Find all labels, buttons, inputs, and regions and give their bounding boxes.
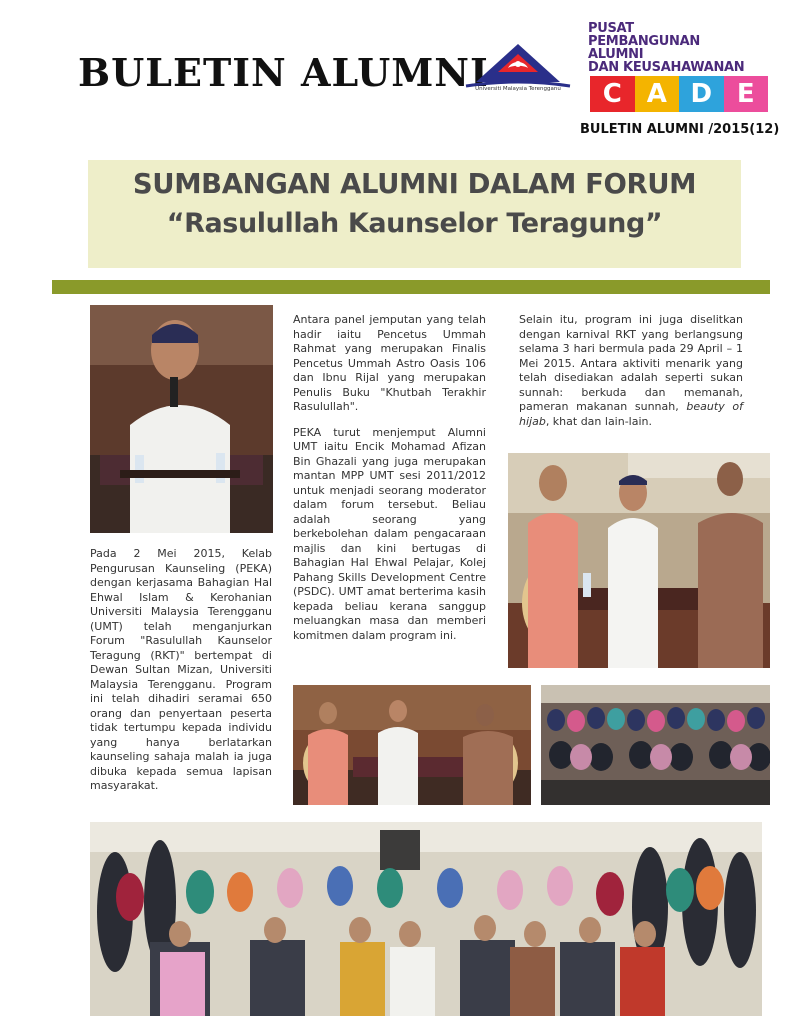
divider-bar: [52, 280, 770, 294]
paragraph-text: Selain itu, program ini juga diselitkan dengan karnival RKT yang berlangsung selama 3 hari bermula pada 29 April – 1 Mei 2015. Antara aktiviti menarik yang telah disediakan adalah seperti sukan sunnah: berkuda dan memanah, pameran makanan sunnah,: [519, 313, 743, 413]
bulletin-title: BULETIN ALUMNI: [78, 50, 489, 95]
article-headline: SUMBANGAN ALUMNI DALAM FORUM: [132, 168, 697, 200]
article-column-3: [519, 313, 743, 440]
article-column-1: [90, 547, 272, 805]
issue-number: BULETIN ALUMNI /2015(12): [580, 122, 780, 137]
centre-name-line: ALUMNI: [588, 47, 644, 62]
emphasis-text: beauty of hijab: [519, 400, 743, 428]
centre-name-line: PUSAT: [588, 21, 634, 36]
paragraph-text: , khat dan lain-lain.: [545, 414, 653, 428]
speaker-photo: [90, 305, 273, 533]
forum-stage-photo: [293, 685, 531, 805]
article-subheadline: “Rasulullah Kaunselor Teragung”: [166, 208, 663, 239]
centre-name-line: DAN KEUSAHAWANAN: [588, 60, 745, 75]
group-photo: [90, 822, 762, 1016]
paragraph: Pada 2 Mei 2015, Kelab Pengurusan Kaunseling (PEKA) dengan kerjasama Bahagian Hal Ehwal Islam & Kerohanian Universiti Malaysia Terengganu (UMT) telah menganjurkan Forum "Rasulullah Kaunselor Teragung (RKT)" bertempat di Dewan Sultan Mizan, Universiti Malaysia Terengganu. Program ini telah dihadiri seramai 650 orang dan penyertaan peserta tidak tertumpu kepada individu yang hanya berlatarkan kaunseling sahaja malah ia juga dibuka kepada semua lapisan masyarakat.: [90, 547, 272, 792]
paragraph: [519, 313, 743, 429]
cade-letter-c: C: [590, 76, 635, 112]
panel-photo: [508, 453, 770, 668]
centre-name-line: PEMBANGUNAN: [588, 34, 700, 49]
centre-name: [588, 22, 768, 74]
cade-logo: [590, 76, 768, 112]
paragraph: Antara panel jemputan yang telah hadir iaitu Pencetus Ummah Rahmat yang merupakan Finalis Pencetus Ummah Astro Oasis 106 dan Ibnu Rijal yang merupakan Penulis Buku "Khutbah Terakhir Rasulullah".: [293, 313, 486, 413]
cade-letter-d: D: [679, 76, 724, 112]
cade-letter-e: E: [724, 76, 769, 112]
paragraph: PEKA turut menjemput Alumni UMT iaitu Encik Mohamad Afizan Bin Ghazali yang juga merupakan mantan MPP UMT sesi 2011/2012 untuk menjadi seorang moderator dalam forum tersebut. Beliau adalah seorang yang berkebolehan dalam pengacaraan majlis dan kini bertugas di Bahagian Hal Ehwal Pelajar, Kolej Pahang Skills Development Centre (PSDC). UMT amat berterima kasih kepada beliau kerana sanggup meluangkan masa dan memberi komitmen dalam program ini.: [293, 425, 486, 642]
cade-letter-a: A: [635, 76, 680, 112]
audience-photo: [541, 685, 770, 805]
university-caption: Universiti Malaysia Terengganu: [475, 86, 561, 92]
article-column-2: [293, 313, 486, 654]
